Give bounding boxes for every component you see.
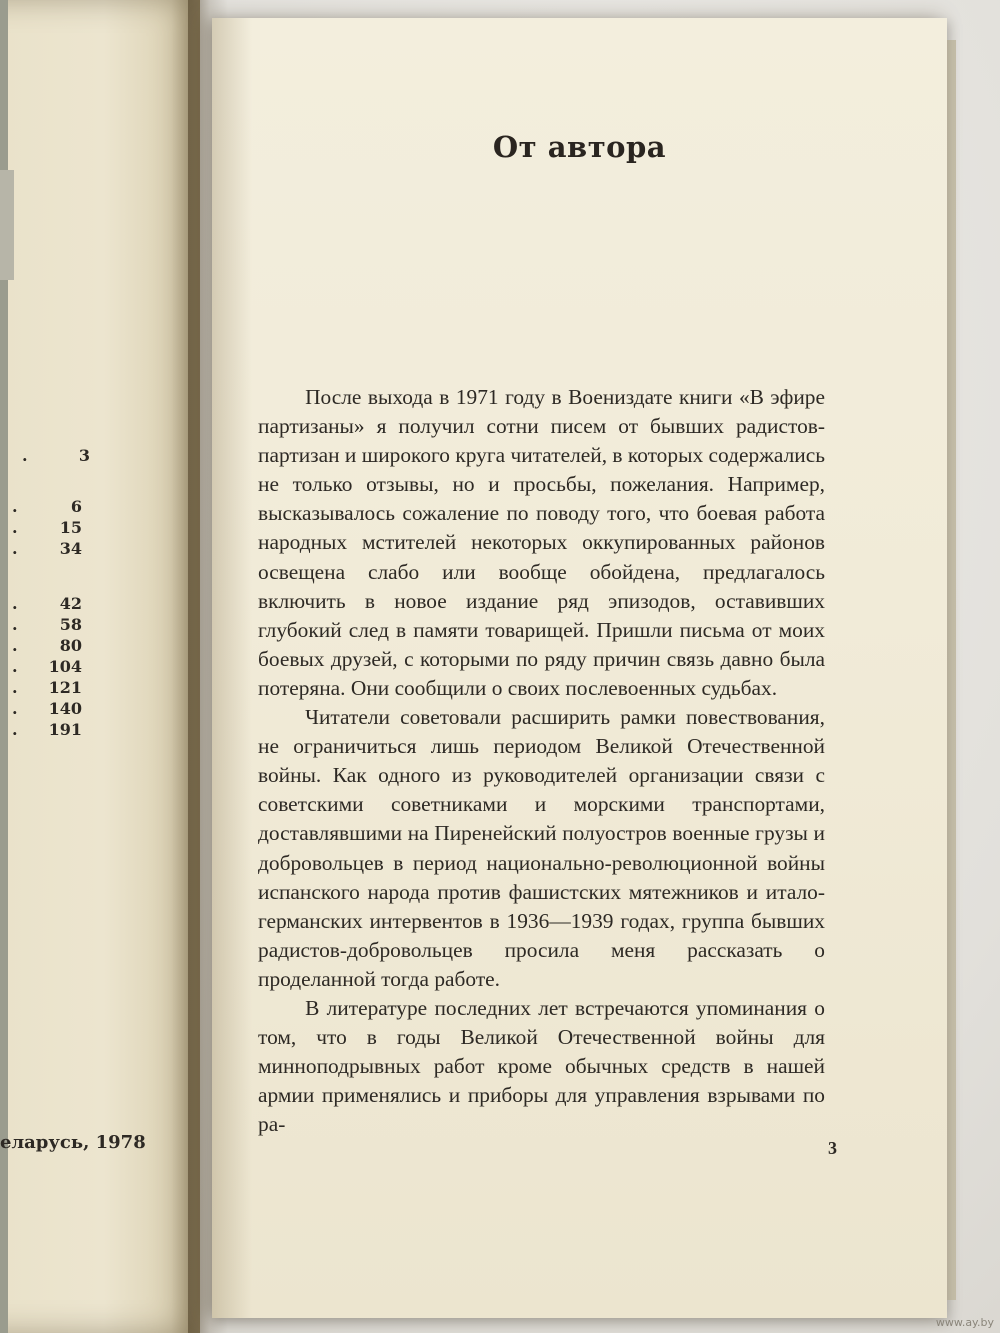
chapter-title: От автора	[492, 130, 667, 164]
body-text	[258, 383, 825, 1139]
toc-leader-dot: .	[12, 539, 18, 558]
toc-leader-dot: .	[12, 720, 18, 739]
toc-page-number: 6	[70, 497, 82, 516]
toc-page-number: 58	[59, 615, 82, 634]
toc-leader-dot: .	[12, 497, 18, 516]
toc-leader-dot: .	[12, 699, 18, 718]
toc-page-number: 104	[48, 657, 82, 676]
toc-page-number: 42	[59, 594, 82, 613]
toc-page-number: 3	[78, 446, 90, 465]
paragraph: После выхода в 1971 году в Воениздате книги «В эфире партизаны» я получил сотни писем от бывших радистов-партизан и широкого круга читателей, в которых содержались не только отзывы, но и просьбы, пожелания. Например, высказывалось сожаление по поводу того, что боевая работа народных мстителей некоторых оккупированных районов освещена слабо или вообще обойдена, предлагалось включить в новое издание ряд эпизодов, оставивших глубокий след в памяти товарищей. Пришли письма от моих боевых друзей, с которыми по ряду причин связь давно была потеряна. Они сообщили о своих послевоенных судьбах.	[258, 385, 825, 700]
toc-page-number: 191	[48, 720, 82, 739]
watermark: www.ay.by	[935, 1316, 994, 1329]
toc-page-number: 140	[48, 699, 82, 718]
toc-leader-dot: .	[12, 678, 18, 697]
toc-leader-dot: .	[12, 615, 18, 634]
toc-leader-dot: .	[22, 446, 28, 465]
toc-leader-dot: .	[12, 518, 18, 537]
paragraph: Читатели советовали расширить рамки повествования, не ограничиться лишь периодом Великой Отечественной войны. Как одного из руководителей организации связи с советскими советниками и морскими транспортами, доставлявшими на Пиренейский полуостров военные грузы и добровольцев в период национально-революционной войны испанского народа против фашистских мятежников и итало-германских интервентов в 1936—1939 годах, группа бывших радистов-добровольцев просила меня рассказать о проделанной тогда работе.	[258, 705, 825, 991]
toc-page-number: 15	[59, 518, 82, 537]
toc-page-number: 34	[59, 539, 82, 558]
toc-leader-dot: .	[12, 594, 18, 613]
imprint-line: еларусь, 1978	[0, 1132, 146, 1153]
page-number: 3	[828, 1138, 837, 1158]
toc-leader-dot: .	[12, 636, 18, 655]
cover-tile	[0, 170, 14, 280]
toc-page-number: 121	[48, 678, 82, 697]
toc-leader-dot: .	[12, 657, 18, 676]
toc-page-number: 80	[59, 636, 82, 655]
paragraph: В литературе последних лет встречаются упоминания о том, что в годы Великой Отечественной войны для минноподрывных работ кроме обычных средств в нашей армии применялись и приборы для управления взрывами по ра-	[258, 995, 825, 1137]
